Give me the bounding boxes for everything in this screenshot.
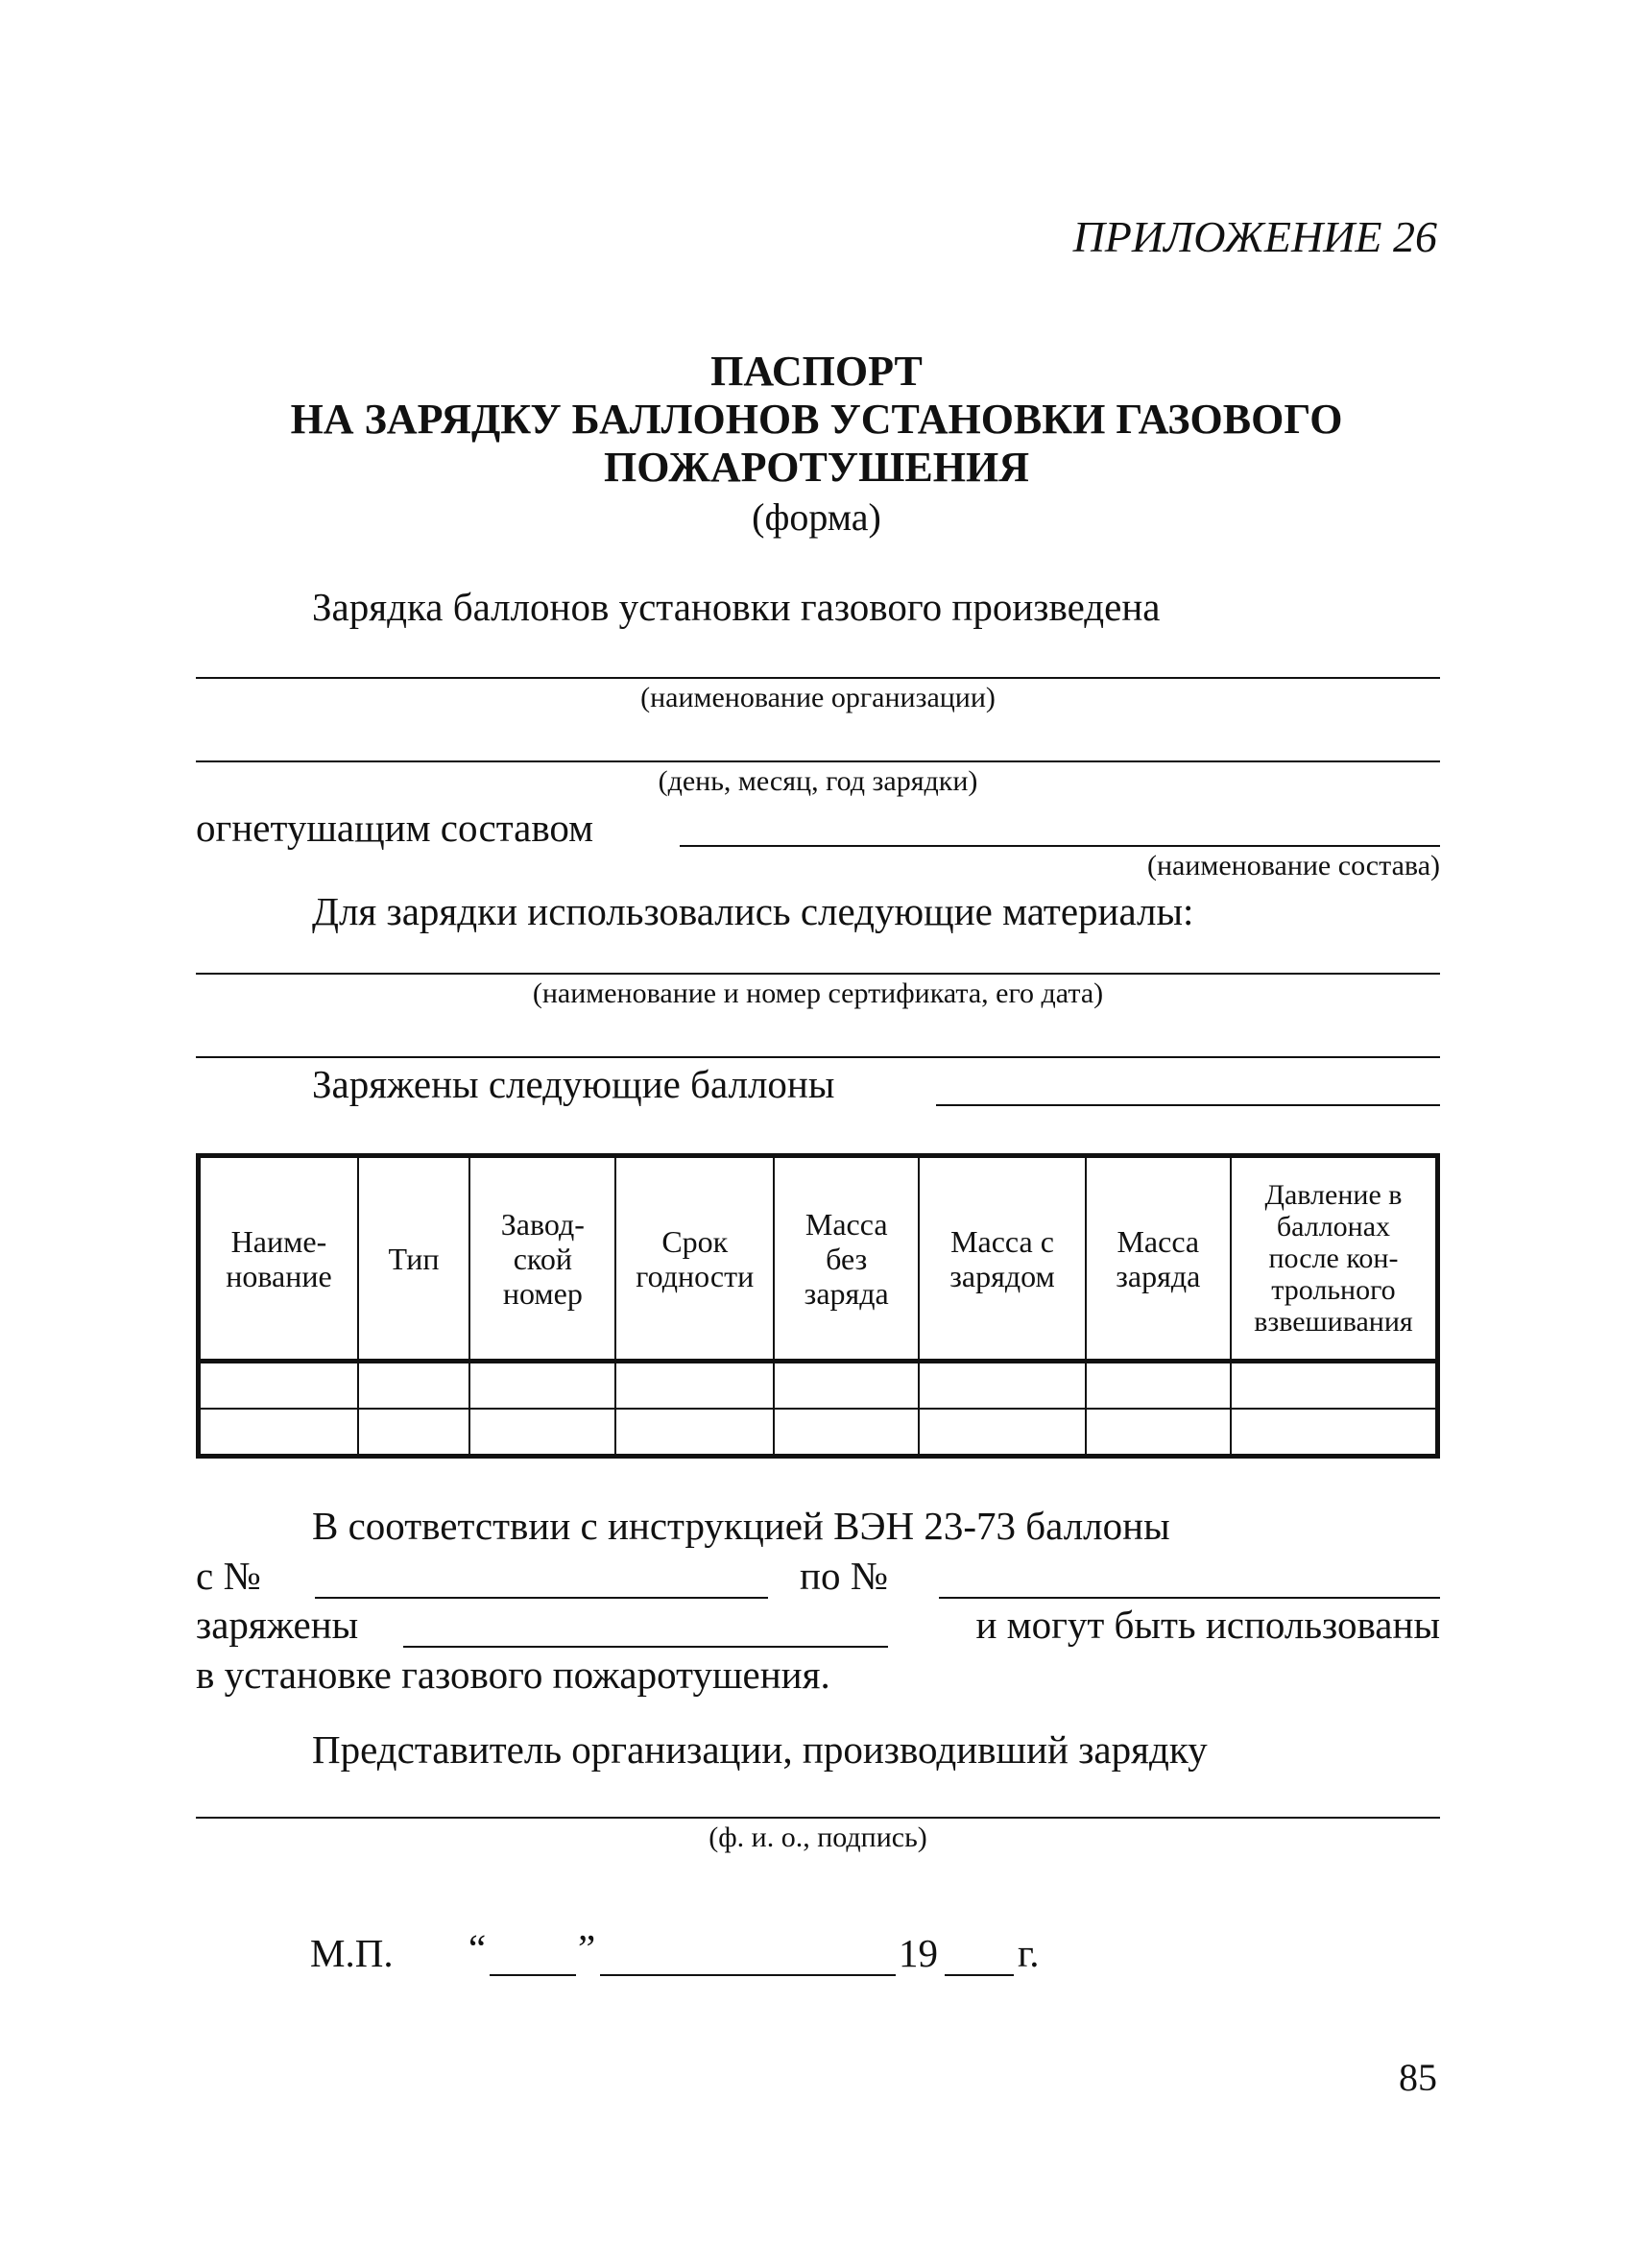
signature-caption: (ф. и. о., подпись) — [708, 1822, 927, 1853]
table-cell[interactable] — [1231, 1362, 1438, 1410]
table-cell[interactable] — [615, 1362, 774, 1410]
table-cell[interactable] — [774, 1409, 919, 1457]
cylinders-table — [196, 1153, 1440, 1459]
close-quote: ” — [578, 1926, 596, 1970]
table-cell[interactable] — [469, 1362, 615, 1410]
page-number: 85 — [1399, 2056, 1437, 2099]
header-pressure: Давление в баллонах после кон- трольного взвешивания — [1231, 1156, 1438, 1362]
year-blank-line — [945, 1974, 1014, 1976]
table-cell[interactable] — [199, 1362, 358, 1410]
title-line-2: НА ЗАРЯДКУ БАЛЛОНОВ УСТАНОВКИ ГАЗОВОГО — [290, 396, 1343, 443]
composition-caption: (наименование состава) — [1146, 850, 1440, 881]
may-be-used-label: и могут быть использованы — [975, 1603, 1440, 1647]
signature-blank-line — [196, 1817, 1440, 1819]
materials-blank-line — [196, 973, 1440, 975]
charged-cylinders-blank-line — [936, 1104, 1440, 1106]
table-cell[interactable] — [469, 1409, 615, 1457]
extinguishing-label: огнетушащим составом — [196, 806, 594, 850]
day-blank-line — [490, 1974, 576, 1976]
table-row — [199, 1362, 1438, 1410]
from-number-label: с № — [196, 1554, 261, 1598]
org-caption: (наименование организации) — [640, 682, 996, 713]
conclusion-line-4: в установке газового пожаротушения. — [196, 1653, 830, 1697]
intro-text: Зарядка баллонов установки газового произведена — [312, 585, 1161, 629]
table-cell[interactable] — [774, 1362, 919, 1410]
table-cell[interactable] — [1086, 1409, 1231, 1457]
stamp-label: М.П. — [310, 1931, 394, 1975]
title-line-1: ПАСПОРТ — [710, 348, 923, 395]
conclusion-line-1: В соответствии с инструкцией ВЭН 23-73 баллоны — [312, 1504, 1170, 1548]
header-type: Тип — [358, 1156, 469, 1362]
representative-label: Представитель организации, производивший зарядку — [312, 1727, 1208, 1772]
header-name: Наиме- нование — [199, 1156, 358, 1362]
composition-blank-line — [680, 845, 1440, 847]
header-charge-mass: Масса заряда — [1086, 1156, 1231, 1362]
table-cell[interactable] — [358, 1362, 469, 1410]
to-number-label: по № — [800, 1554, 888, 1598]
table-cell[interactable] — [919, 1362, 1085, 1410]
table-row — [199, 1409, 1438, 1457]
title-line-3: ПОЖАРОТУШЕНИЯ — [603, 444, 1029, 491]
header-expiry: Срок годности — [615, 1156, 774, 1362]
header-mass-charged: Масса с зарядом — [919, 1156, 1085, 1362]
table-cell[interactable] — [199, 1409, 358, 1457]
open-quote: “ — [468, 1926, 487, 1970]
month-blank-line — [600, 1974, 896, 1976]
charged-blank-line — [403, 1646, 888, 1648]
from-number-blank-line — [315, 1597, 768, 1599]
to-number-blank-line — [939, 1597, 1440, 1599]
charged-cylinders-label: Заряжены следующие баллоны — [312, 1062, 835, 1106]
table-header-row — [199, 1156, 1438, 1362]
date-caption: (день, месяц, год зарядки) — [658, 765, 978, 797]
appendix-label: ПРИЛОЖЕНИЕ 26 — [1072, 212, 1437, 261]
header-mass-empty: Масса без заряда — [774, 1156, 919, 1362]
table-cell[interactable] — [615, 1409, 774, 1457]
year-suffix: г. — [1018, 1931, 1040, 1975]
charged-label: заряжены — [196, 1603, 359, 1647]
table-cell[interactable] — [919, 1409, 1085, 1457]
materials-blank-line-2 — [196, 1056, 1440, 1058]
org-blank-line — [196, 677, 1440, 679]
header-serial-number: Завод- ской номер — [469, 1156, 615, 1362]
year-prefix: 19 — [899, 1931, 938, 1975]
table-cell[interactable] — [1231, 1409, 1438, 1457]
form-label: (форма) — [752, 495, 881, 539]
date-blank-line — [196, 760, 1440, 762]
table-cell[interactable] — [358, 1409, 469, 1457]
certificate-caption: (наименование и номер сертификата, его дата) — [532, 977, 1104, 1009]
table-cell[interactable] — [1086, 1362, 1231, 1410]
materials-label: Для зарядки использовались следующие материалы: — [312, 889, 1194, 933]
